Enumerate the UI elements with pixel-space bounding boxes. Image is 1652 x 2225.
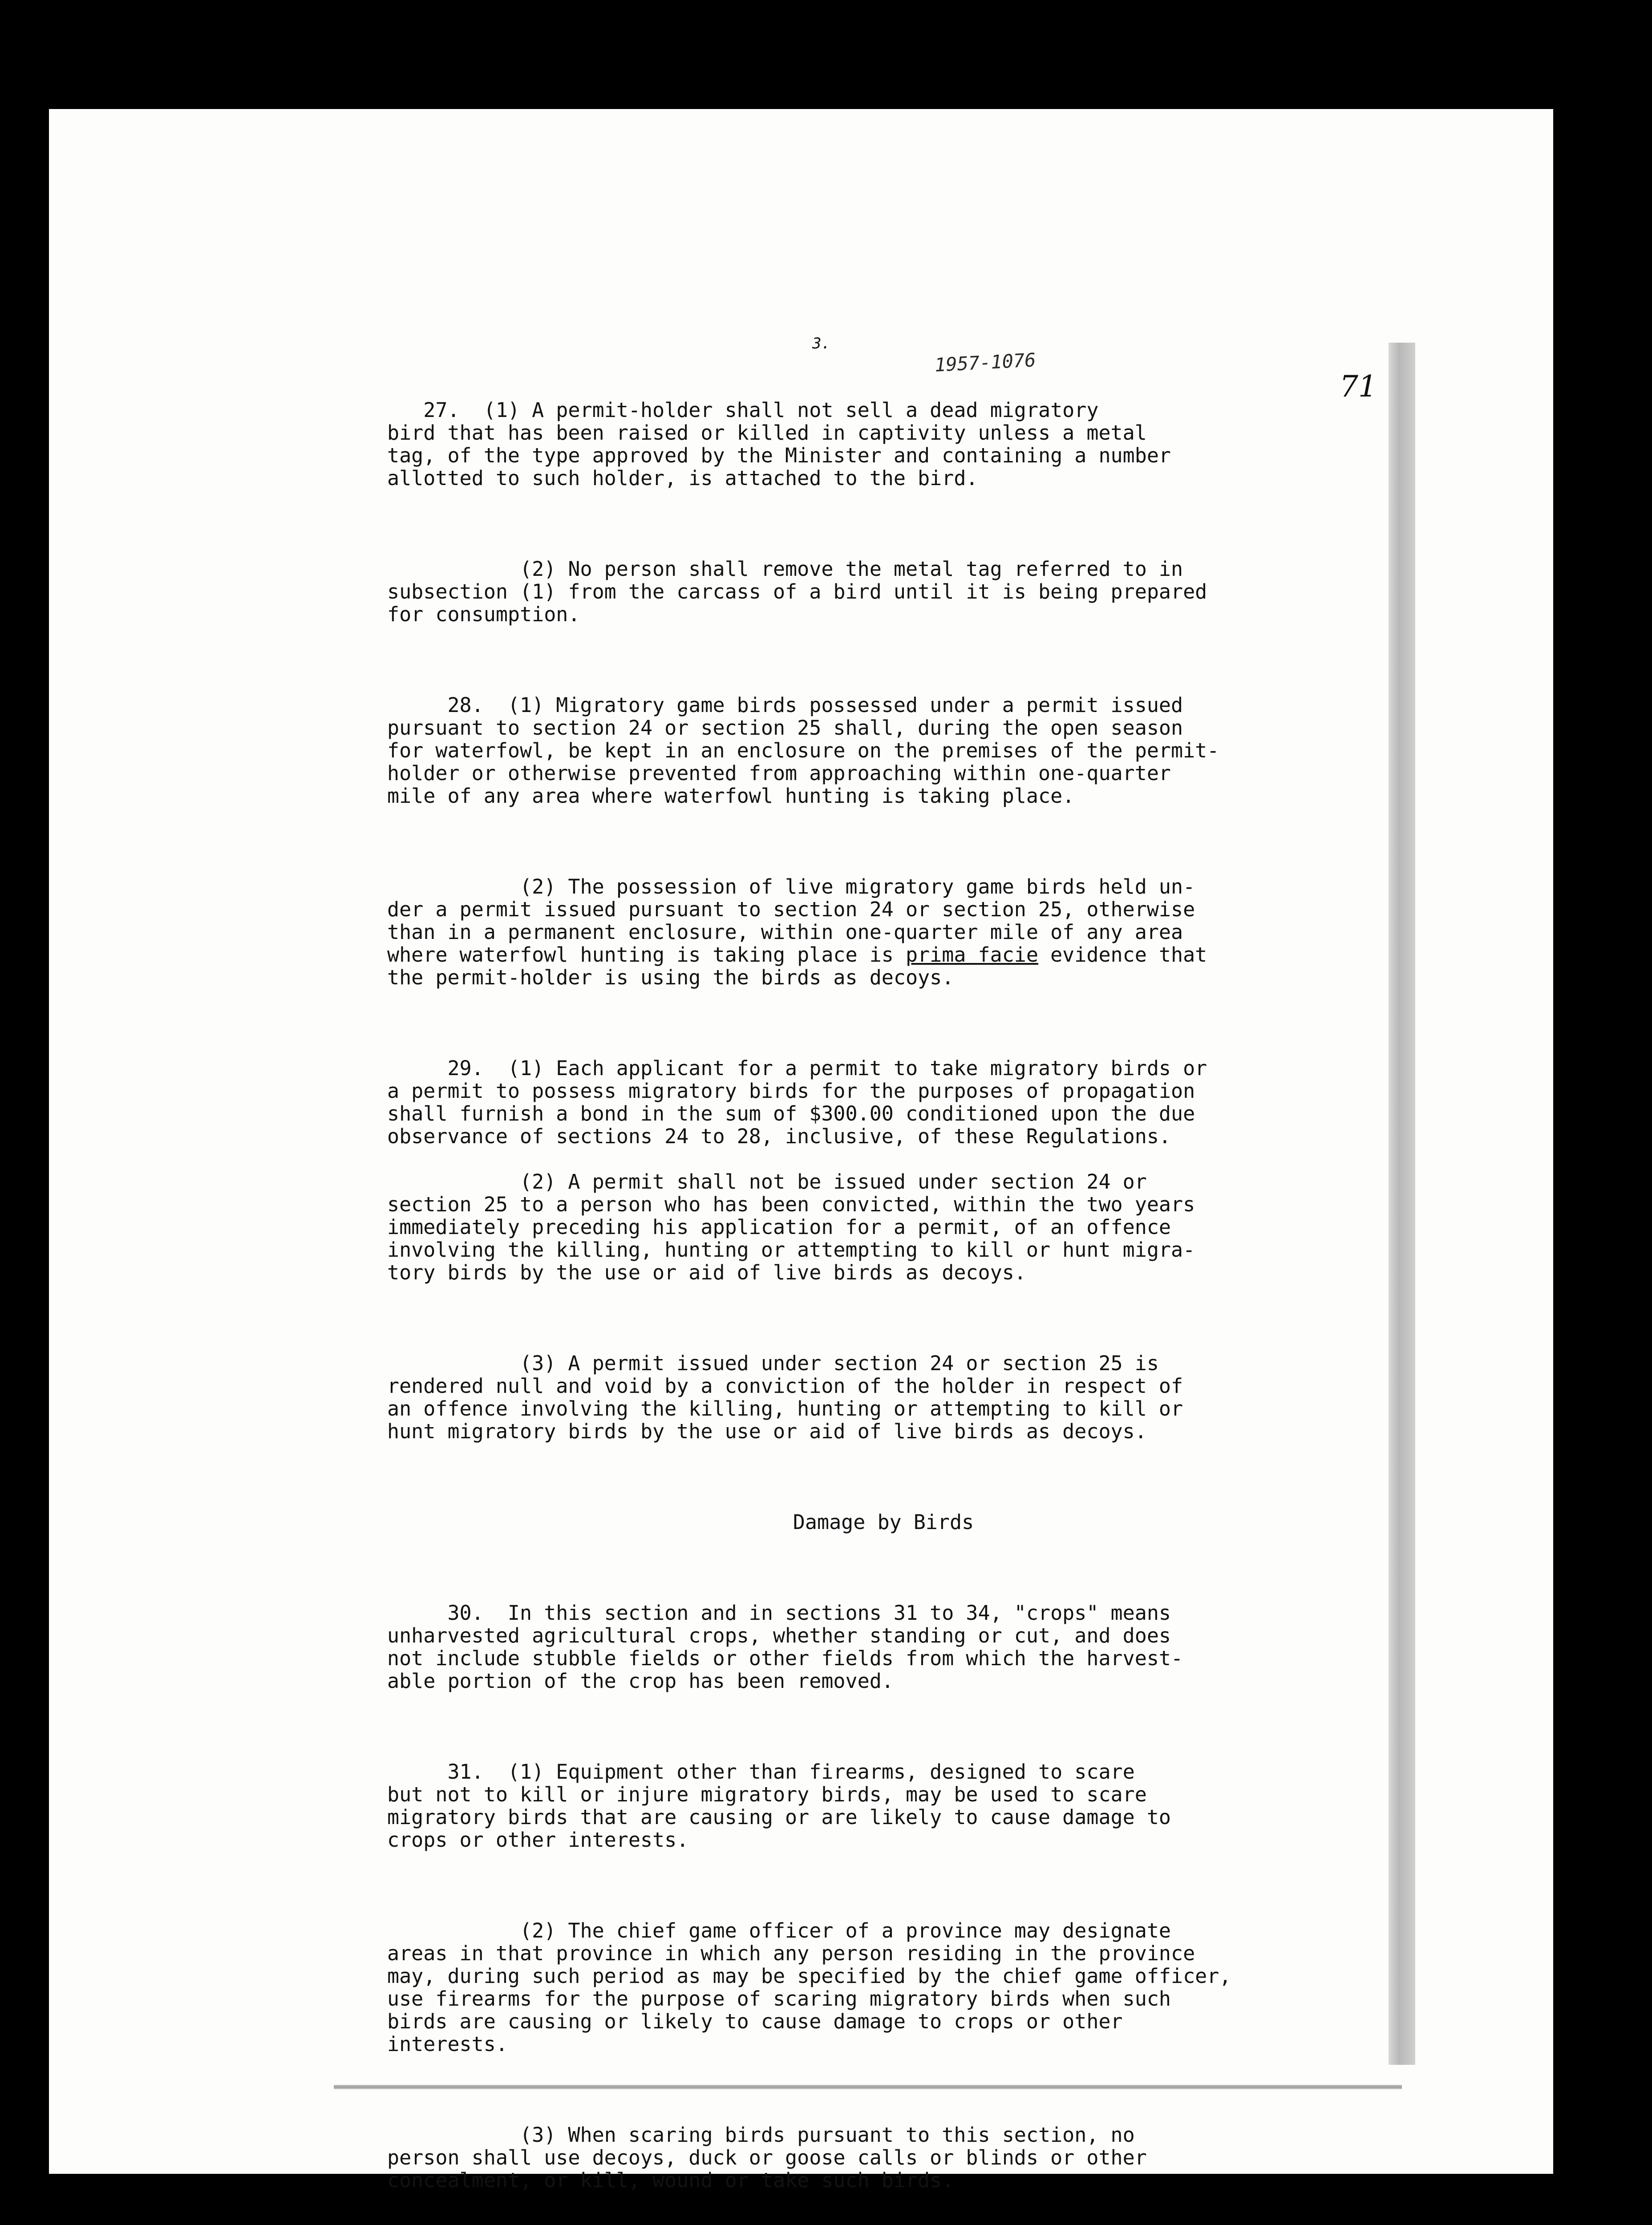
text-line: birds are causing or likely to cause damage to crops or other [387, 2010, 1123, 2033]
text-line: 30. In this section and in sections 31 to 34, "crops" means [387, 1601, 1171, 1625]
text-line: (2) No person shall remove the metal tag referred to in [387, 557, 1183, 581]
latin-term: prima facie [905, 943, 1038, 967]
text-line: hunt migratory birds by the use or aid of live birds as decoys. [387, 1420, 1147, 1443]
text-line: the permit-holder is using the birds as decoys. [387, 966, 954, 989]
text-line: for waterfowl, be kept in an enclosure on the premises of the permit- [387, 739, 1219, 762]
section-29-2 [387, 1170, 1380, 1284]
section-31-1 [387, 1760, 1380, 1851]
text-line: allotted to such holder, is attached to the bird. [387, 466, 978, 490]
text-line: shall furnish a bond in the sum of $300.00 conditioned upon the due [387, 1102, 1195, 1125]
section-27-1 [387, 399, 1380, 490]
text-line: 27. (1) A permit-holder shall not sell a dead migratory [387, 398, 1099, 422]
text-line: crops or other interests. [387, 1828, 689, 1852]
text-line: may, during such period as may be specified by the chief game officer, [387, 1964, 1231, 1988]
text-line: for consumption. [387, 603, 580, 626]
text-line: not include stubble fields or other fields from which the harvest- [387, 1646, 1183, 1670]
text-line: a permit to possess migratory birds for the purposes of propagation [387, 1079, 1195, 1103]
text-line: concealment, or kill, wound or take such birds. [387, 2168, 954, 2192]
regulations-text [387, 376, 1380, 2225]
text-line: mile of any area where waterfowl hunting is taking place. [387, 784, 1075, 808]
page-mark: 3. [812, 335, 830, 352]
text-line: migratory birds that are causing or are likely to cause damage to [387, 1805, 1171, 1829]
section-31-3 [387, 2124, 1380, 2192]
page-edge-shadow [1389, 343, 1415, 2065]
text-line: (2) A permit shall not be issued under section 24 or [387, 1170, 1147, 1193]
text-line: tory birds by the use or aid of live birds as decoys. [387, 1261, 1026, 1284]
text-line: rendered null and void by a conviction of the holder in respect of [387, 1374, 1183, 1398]
section-29-1 [387, 1057, 1380, 1148]
text-line: 29. (1) Each applicant for a permit to take migratory birds or [387, 1056, 1207, 1080]
text-line: use firearms for the purpose of scaring migratory birds when such [387, 1987, 1171, 2011]
text-line: subsection (1) from the carcass of a bird until it is being prepared [387, 580, 1207, 603]
text-line: unharvested agricultural crops, whether standing or cut, and does [387, 1624, 1171, 1647]
text-line [387, 943, 1380, 966]
text-line: observance of sections 24 to 28, inclusive, of these Regulations. [387, 1125, 1171, 1148]
text-line: areas in that province in which any person residing in the province [387, 1942, 1195, 1965]
text-line: (2) The chief game officer of a province may designate [387, 1919, 1171, 1942]
text-line: der a permit issued pursuant to section 24 or section 25, otherwise [387, 898, 1195, 921]
section-heading: Damage by Birds [793, 1510, 974, 1534]
section-28-1 [387, 694, 1380, 807]
text-line: tag, of the type approved by the Minister and containing a number [387, 444, 1171, 467]
text-line: (2) The possession of live migratory game birds held un- [387, 875, 1195, 898]
text-line: 28. (1) Migratory game birds possessed under a permit issued [387, 693, 1183, 717]
text-line: immediately preceding his application for a permit, of an offence [387, 1215, 1171, 1239]
page-number: 71 [1340, 369, 1377, 404]
handwritten-reference: 1957-1076 [934, 349, 1037, 376]
text-line: interests. [387, 2032, 508, 2056]
text-line: an offence involving the killing, hunting or attempting to kill or [387, 1397, 1183, 1420]
text-line: but not to kill or injure migratory birds, may be used to scare [387, 1783, 1147, 1806]
text-line: section 25 to a person who has been convicted, within the two years [387, 1193, 1195, 1216]
section-27-2 [387, 558, 1380, 626]
section-30 [387, 1602, 1380, 1692]
text-line: pursuant to section 24 or section 25 shall, during the open season [387, 716, 1183, 740]
section-31-2 [387, 1919, 1380, 2055]
text-line: 31. (1) Equipment other than firearms, designed to scare [387, 1760, 1135, 1784]
section-29-3 [387, 1352, 1380, 1443]
text-segment: evidence that [1038, 943, 1207, 967]
text-line: bird that has been raised or killed in captivity unless a metal [387, 421, 1147, 445]
text-line: person shall use decoys, duck or goose calls or blinds or other [387, 2146, 1147, 2169]
text-line: (3) When scaring birds pursuant to this section, no [387, 2123, 1135, 2147]
text-segment: where waterfowl hunting is taking place is [387, 943, 906, 967]
section-28-2 [387, 875, 1380, 989]
text-line: holder or otherwise prevented from approaching within one-quarter [387, 761, 1171, 785]
text-line: able portion of the crop has been removed. [387, 1669, 894, 1693]
text-line: involving the killing, hunting or attempting to kill or hunt migra- [387, 1238, 1195, 1262]
text-line: than in a permanent enclosure, within one-quarter mile of any area [387, 920, 1183, 944]
text-line: (3) A permit issued under section 24 or section 25 is [387, 1351, 1159, 1375]
